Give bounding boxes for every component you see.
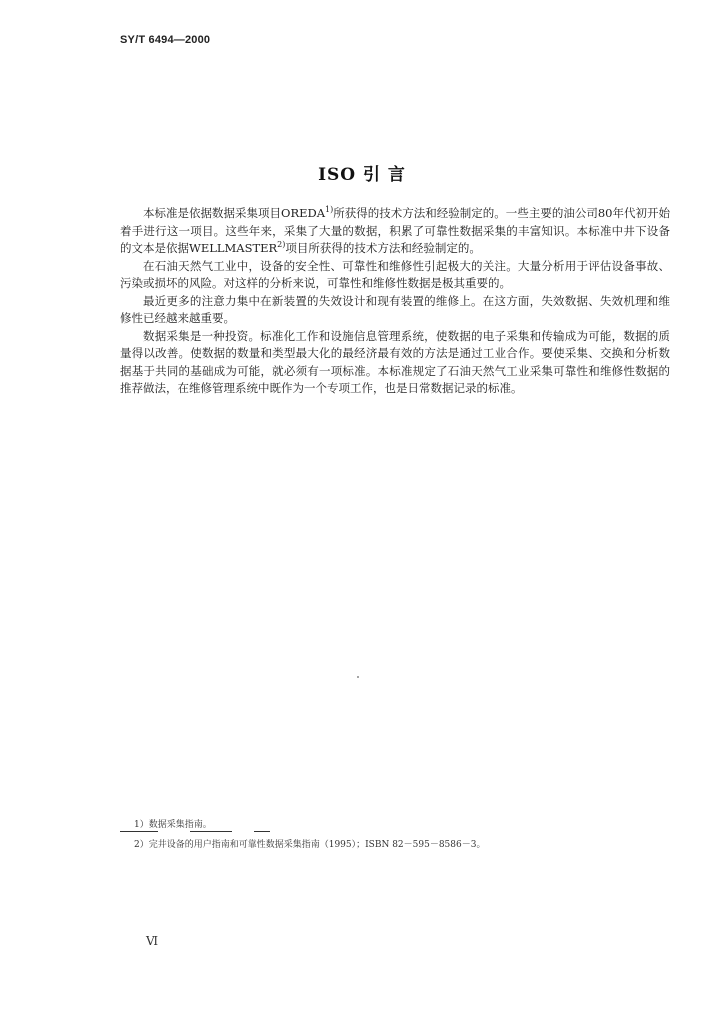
stray-dot bbox=[357, 676, 359, 678]
page-title: ISO 引 言 bbox=[318, 165, 406, 185]
footnote-1: 1）数据采集指南。 bbox=[134, 820, 212, 830]
footnote-2: 2）完井设备的用户指南和可靠性数据采集指南（1995）；ISBN 82－595－8586－3。 bbox=[134, 840, 486, 850]
standard-code-header: SY/T 6494—2000 bbox=[120, 34, 211, 46]
footnotes bbox=[134, 815, 654, 855]
paragraph-1-text-b: 所获得的技术方法和经验制定的。一些主要的油公司80年代初开始着手进行这一项目。这些年来，采集了大量的数据，积累了可靠性数据采集的丰富知识。本标准中井下设备的文本是依据WELLMASTER bbox=[120, 206, 670, 255]
paragraph-2: 在石油天然气工业中，设备的安全性、可靠性和维修性引起极大的关注。大量分析用于评估设备事故、污染或损坏的风险。对这样的分析来说，可靠性和维修性数据是极其重要的。 bbox=[120, 258, 670, 290]
paragraph-1 bbox=[120, 205, 670, 258]
paragraph-1-text-c: 项目所获得的技术方法和经验制定的。 bbox=[285, 241, 481, 255]
paragraph-3: 最近更多的注意力集中在新装置的失效设计和现有装置的维修上。在这方面，失效数据、失效机理和维修性已经越来越重要。 bbox=[120, 293, 670, 325]
footnote-ref-2: 2) bbox=[277, 240, 286, 250]
footnote-ref-1: 1) bbox=[325, 205, 334, 215]
paragraph-1-text-a: 本标准是依据数据采集项目OREDA bbox=[143, 206, 326, 220]
body-text bbox=[120, 205, 670, 398]
page-number: Ⅵ bbox=[146, 934, 159, 948]
paragraph-4: 数据采集是一种投资。标准化工作和设施信息管理系统，使数据的电子采集和传输成为可能，数据的质量得以改善。使数据的数量和类型最大化的最经济最有效的方法是通过工业合作。要使采集、交换和分析数据基于共同的基础成为可能，就必须有一项标准。本标准规定了石油天然气工业采集可靠性和维修性数据的推荐做法，在维修管理系统中既作为一个专项工作，也是日常数据记录的标准。 bbox=[120, 328, 670, 395]
